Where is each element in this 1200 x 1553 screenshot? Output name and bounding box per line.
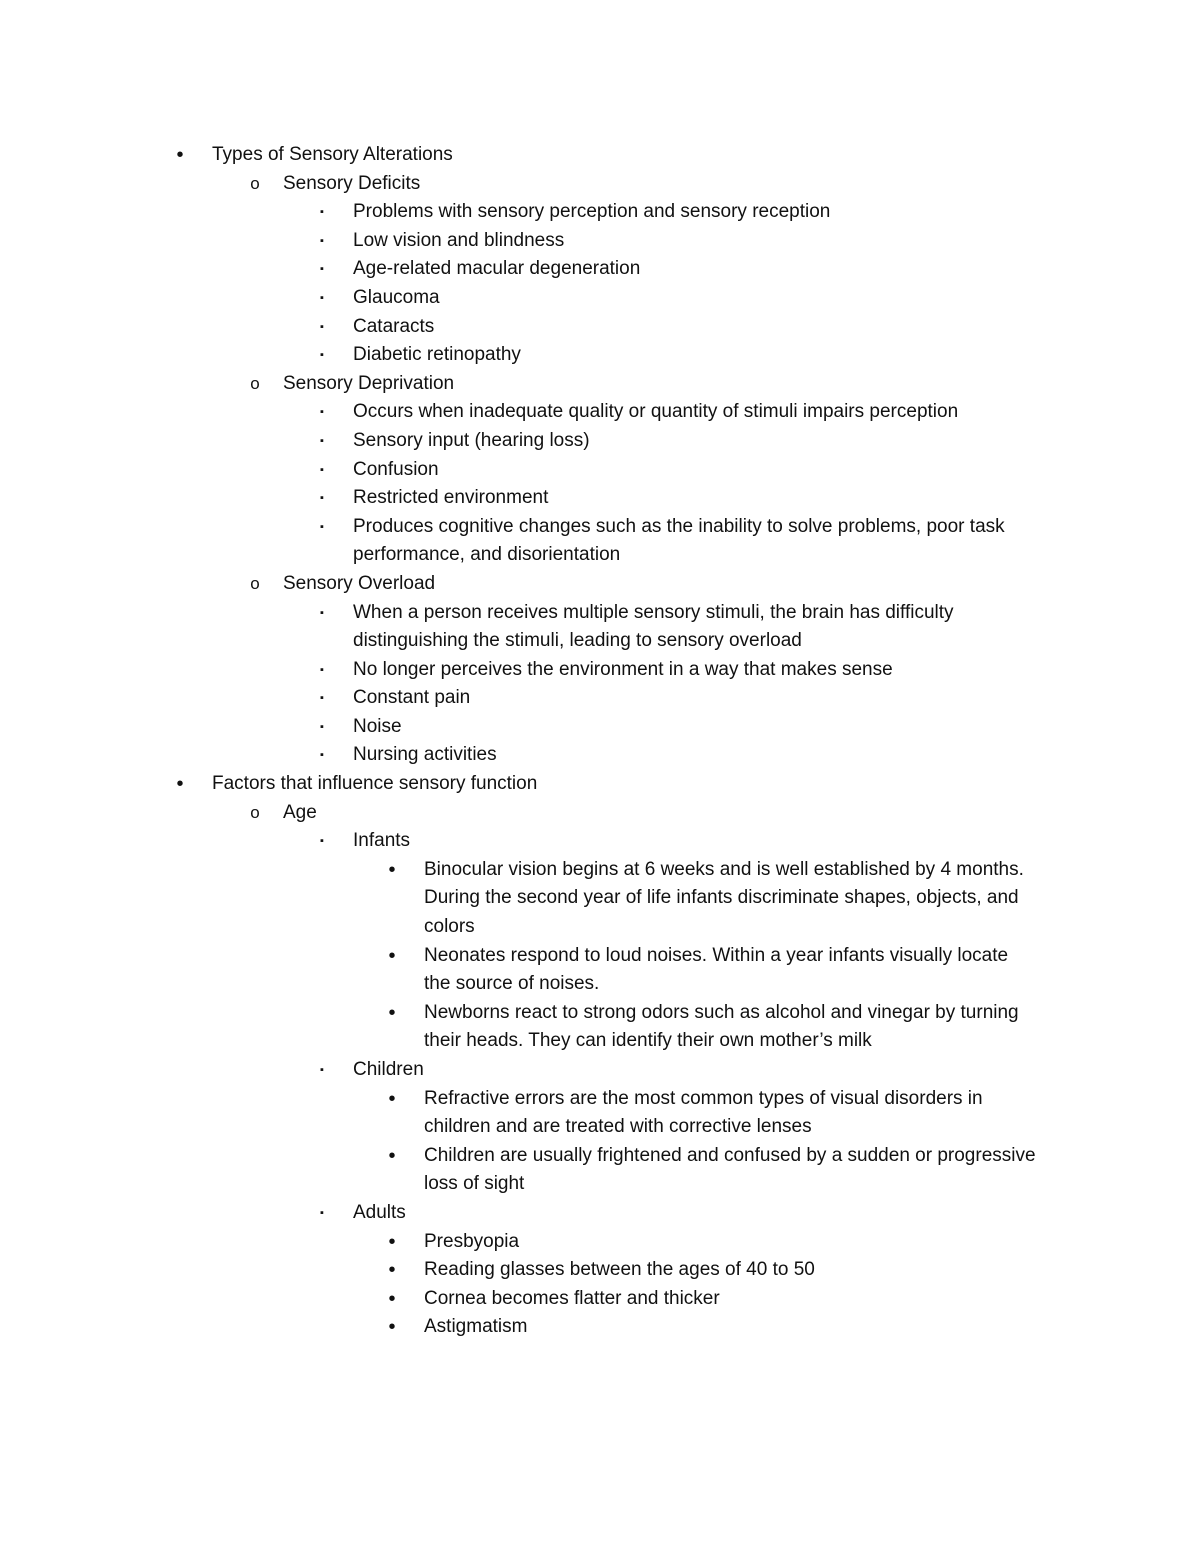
list-item-level-3 xyxy=(0,427,1200,456)
circle-bullet-icon: o xyxy=(250,573,260,593)
list-item-level-3 xyxy=(0,284,1200,313)
square-bullet-icon: ▪ xyxy=(320,492,324,505)
list-item-text: Children are usually frightened and confused by a sudden or progressive xyxy=(424,1144,1036,1166)
list-item-level-3 xyxy=(0,827,1200,856)
square-bullet-icon: ▪ xyxy=(320,463,324,476)
list-item-text: Constant pain xyxy=(353,687,471,709)
list-item-text: Diabetic retinopathy xyxy=(353,344,521,366)
bullet-icon: • xyxy=(388,944,396,967)
list-item-level-3 xyxy=(0,656,1200,685)
list-item-text: Astigmatism xyxy=(424,1316,528,1338)
list-item-text: Restricted environment xyxy=(353,487,549,509)
list-item-text: Reading glasses between the ages of 40 to 50 xyxy=(424,1259,815,1281)
list-item-text: Age xyxy=(283,801,317,823)
list-item-level-2 xyxy=(0,170,1200,199)
list-item-text: Nursing activities xyxy=(353,744,497,766)
bullet-icon: • xyxy=(176,144,184,166)
bullet-icon: • xyxy=(388,1230,396,1253)
list-item-level-3 xyxy=(0,484,1200,513)
square-bullet-icon: ▪ xyxy=(320,1206,324,1219)
list-item-level-3 xyxy=(0,1199,1200,1228)
bullet-icon: • xyxy=(388,1087,396,1110)
square-bullet-icon: ▪ xyxy=(320,406,324,419)
circle-bullet-icon: o xyxy=(250,373,260,393)
list-item-text: Binocular vision begins at 6 weeks and is well established by 4 months. xyxy=(424,858,1024,880)
list-item-text: Cataracts xyxy=(353,315,435,337)
list-item-text: Problems with sensory perception and sensory reception xyxy=(353,201,831,223)
list-item-level-4 xyxy=(0,1256,1200,1285)
list-item-continuation xyxy=(0,627,1200,656)
list-item-text: children and are treated with corrective lenses xyxy=(424,1116,812,1138)
list-item-text: Adults xyxy=(353,1201,406,1223)
list-item-continuation xyxy=(0,970,1200,999)
bullet-icon: • xyxy=(388,858,396,881)
list-item-continuation xyxy=(0,541,1200,570)
list-item-level-3 xyxy=(0,227,1200,256)
list-item-level-3 xyxy=(0,313,1200,342)
list-item-text: Confusion xyxy=(353,458,439,480)
square-bullet-icon: ▪ xyxy=(320,692,324,705)
list-item-text: colors xyxy=(424,916,475,938)
list-item-level-4 xyxy=(0,999,1200,1028)
list-item-text: Newborns react to strong odors such as alcohol and vinegar by turning xyxy=(424,1001,1019,1023)
list-item-text: Age-related macular degeneration xyxy=(353,258,641,280)
list-item-text: Glaucoma xyxy=(353,286,440,308)
list-item-text: the source of noises. xyxy=(424,973,600,995)
list-item-level-3 xyxy=(0,713,1200,742)
list-item-level-3 xyxy=(0,741,1200,770)
square-bullet-icon: ▪ xyxy=(320,349,324,362)
bullet-icon: • xyxy=(388,1287,396,1310)
list-item-text: During the second year of life infants discriminate shapes, objects, and xyxy=(424,887,1019,909)
list-item-text: Sensory Overload xyxy=(283,572,436,594)
list-item-continuation xyxy=(0,1027,1200,1056)
square-bullet-icon: ▪ xyxy=(320,263,324,276)
list-item-text: Noise xyxy=(353,715,402,737)
list-item-text: Neonates respond to loud noises. Within a year infants visually locate xyxy=(424,944,1009,966)
list-item-text: Sensory Deficits xyxy=(283,172,421,194)
square-bullet-icon: ▪ xyxy=(320,663,324,676)
list-item-level-3 xyxy=(0,513,1200,542)
list-item-continuation xyxy=(0,1113,1200,1142)
square-bullet-icon: ▪ xyxy=(320,720,324,733)
list-item-text: their heads. They can identify their own mother’s milk xyxy=(424,1030,872,1052)
list-item-level-4 xyxy=(0,1085,1200,1114)
square-bullet-icon: ▪ xyxy=(320,835,324,848)
list-item-level-3 xyxy=(0,198,1200,227)
square-bullet-icon: ▪ xyxy=(320,749,324,762)
list-item-level-3 xyxy=(0,398,1200,427)
bullet-icon: • xyxy=(388,1144,396,1167)
list-item-text: Types of Sensory Alterations xyxy=(212,144,453,165)
circle-bullet-icon: o xyxy=(250,173,260,193)
square-bullet-icon: ▪ xyxy=(320,320,324,333)
square-bullet-icon: ▪ xyxy=(320,1064,324,1076)
square-bullet-icon: ▪ xyxy=(320,434,324,447)
list-item-text: Occurs when inadequate quality or quantity of stimuli impairs perception xyxy=(353,401,959,423)
list-item-level-3 xyxy=(0,341,1200,370)
list-item-level-2 xyxy=(0,370,1200,399)
list-item-level-3 xyxy=(0,456,1200,485)
list-item-level-1 xyxy=(0,141,1200,170)
list-item-level-3 xyxy=(0,1056,1200,1085)
list-item-text: Refractive errors are the most common types of visual disorders in xyxy=(424,1087,983,1109)
list-item-level-2 xyxy=(0,799,1200,828)
square-bullet-icon: ▪ xyxy=(320,606,324,619)
list-item-text: Presbyopia xyxy=(424,1230,520,1252)
list-item-text: Cornea becomes flatter and thicker xyxy=(424,1287,720,1309)
square-bullet-icon: ▪ xyxy=(320,234,324,247)
bullet-icon: • xyxy=(388,1316,396,1339)
list-item-level-3 xyxy=(0,599,1200,628)
document-page xyxy=(0,141,1200,1342)
list-item-text: Produces cognitive changes such as the inability to solve problems, poor task xyxy=(353,515,1005,537)
square-bullet-icon: ▪ xyxy=(320,291,324,304)
list-item-text: loss of sight xyxy=(424,1173,525,1195)
list-item-text: Low vision and blindness xyxy=(353,229,565,251)
list-item-text: Factors that influence sensory function xyxy=(212,773,538,795)
list-item-level-4 xyxy=(0,1313,1200,1342)
circle-bullet-icon: o xyxy=(250,802,260,822)
list-item-level-4 xyxy=(0,942,1200,971)
list-item-text: performance, and disorientation xyxy=(353,544,621,566)
bullet-icon: • xyxy=(388,1259,396,1282)
list-item-level-4 xyxy=(0,1285,1200,1314)
list-item-text: Sensory input (hearing loss) xyxy=(353,429,590,451)
bullet-icon: • xyxy=(388,1001,396,1024)
list-item-text: distinguishing the stimuli, leading to sensory overload xyxy=(353,630,802,652)
list-item-level-4 xyxy=(0,1228,1200,1257)
list-item-level-3 xyxy=(0,255,1200,284)
list-item-text: Sensory Deprivation xyxy=(283,372,455,394)
square-bullet-icon: ▪ xyxy=(320,520,324,533)
list-item-level-2 xyxy=(0,570,1200,599)
list-item-text: When a person receives multiple sensory stimuli, the brain has difficulty xyxy=(353,601,954,623)
list-item-text: No longer perceives the environment in a way that makes sense xyxy=(353,658,893,680)
list-item-continuation xyxy=(0,913,1200,942)
list-item-continuation xyxy=(0,1170,1200,1199)
list-item-level-3 xyxy=(0,684,1200,713)
list-item-level-4 xyxy=(0,1142,1200,1171)
list-item-continuation xyxy=(0,884,1200,913)
square-bullet-icon: ▪ xyxy=(320,206,324,219)
list-item-level-4 xyxy=(0,856,1200,885)
list-item-text: Children xyxy=(353,1059,424,1080)
list-item-text: Infants xyxy=(353,830,411,852)
list-item-level-1 xyxy=(0,770,1200,799)
bullet-icon: • xyxy=(176,773,184,796)
